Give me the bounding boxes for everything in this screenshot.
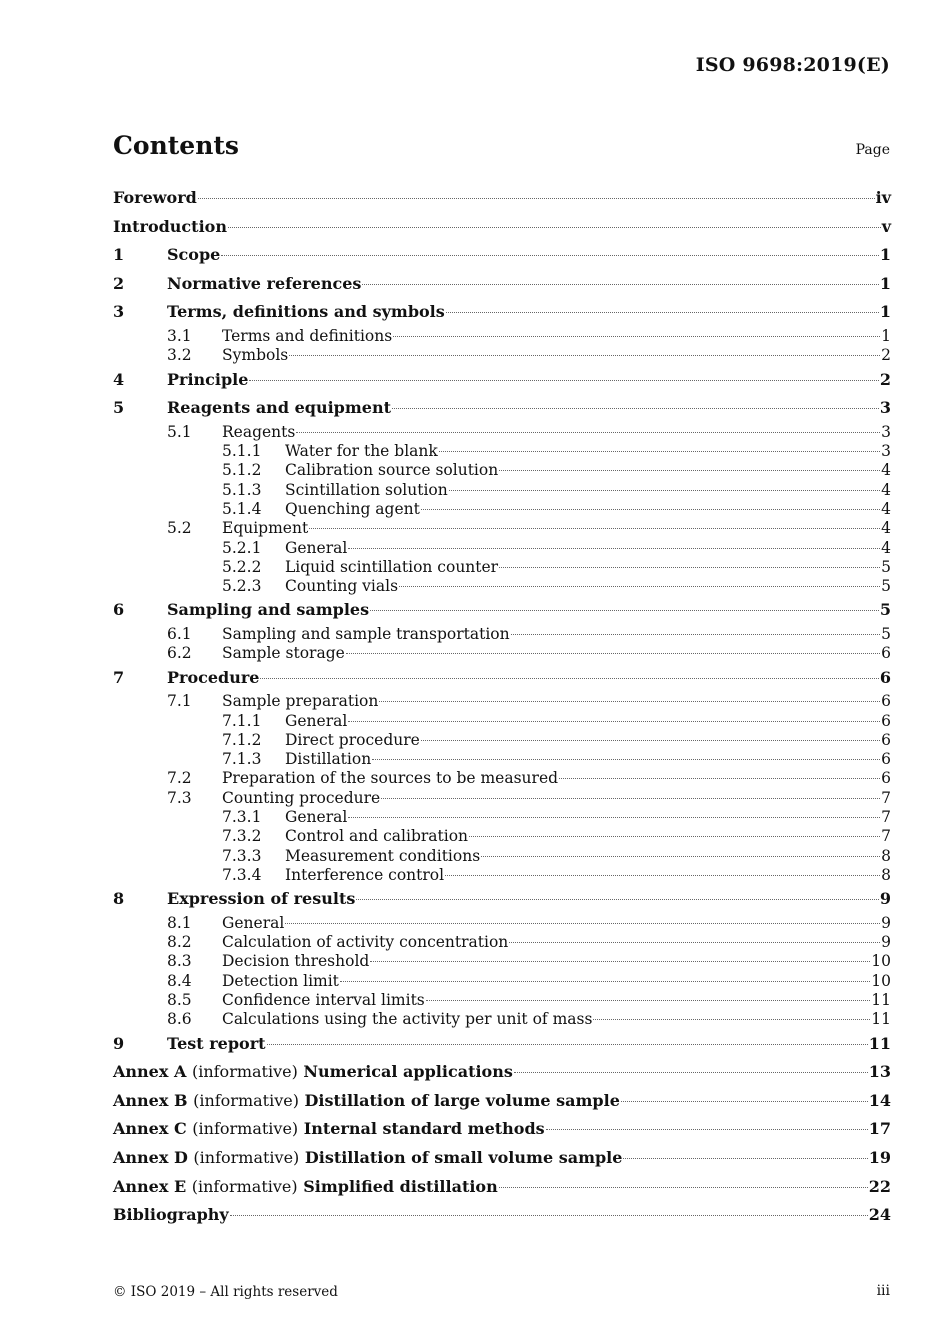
- toc-page-number: 24: [868, 1205, 891, 1225]
- annex-id: Annex C: [113, 1119, 187, 1139]
- dot-leader: [356, 898, 879, 900]
- dot-leader: [267, 1043, 868, 1045]
- dot-leader: [421, 508, 880, 510]
- toc-entry[interactable]: [113, 1058, 891, 1087]
- toc-annex-title: [113, 1115, 545, 1144]
- toc-entry[interactable]: [113, 577, 891, 596]
- toc-page-number: 8: [881, 865, 891, 884]
- toc-number: 5.1.3: [222, 480, 262, 499]
- toc-page-number: iv: [875, 188, 891, 207]
- dot-leader: [393, 335, 880, 337]
- toc-page-number: 7: [881, 788, 891, 807]
- toc-page-number: 9: [879, 889, 891, 909]
- dot-leader: [446, 311, 879, 313]
- dot-leader: [221, 254, 879, 256]
- toc-page-number: 9: [881, 933, 891, 952]
- toc-entry[interactable]: [113, 750, 891, 769]
- dot-leader: [439, 450, 880, 452]
- toc-entry[interactable]: [113, 914, 891, 933]
- toc-entry[interactable]: [113, 241, 891, 270]
- toc-number: 5.1.1: [222, 442, 262, 461]
- toc-number: 3.1: [167, 326, 192, 345]
- toc-number: 8.5: [167, 990, 192, 1009]
- toc-title: Calibration source solution: [285, 461, 499, 480]
- toc-entry[interactable]: [113, 827, 891, 846]
- toc-entry[interactable]: [113, 1173, 891, 1202]
- dot-leader: [559, 777, 880, 779]
- toc-page-number: 5: [881, 577, 891, 596]
- toc-page-number: 4: [881, 519, 891, 538]
- toc-title: Terms and definitions: [222, 326, 393, 345]
- toc-page-number: 5: [879, 600, 891, 620]
- dot-leader: [449, 489, 880, 491]
- dot-leader: [509, 941, 880, 943]
- toc-title: Scintillation solution: [285, 480, 448, 499]
- toc-number: 7.3.2: [222, 827, 262, 846]
- toc-page-number: 13: [868, 1062, 891, 1082]
- toc-title: Decision threshold: [222, 952, 370, 971]
- toc-number: 7.3.3: [222, 846, 262, 865]
- toc-entry[interactable]: [113, 423, 891, 442]
- toc-number: 7.1.3: [222, 750, 262, 769]
- toc-page-number: 8: [881, 846, 891, 865]
- annex-informative: (informative): [193, 1147, 300, 1167]
- toc-page-number: 6: [881, 692, 891, 711]
- toc-entry[interactable]: [113, 213, 891, 242]
- toc-entry[interactable]: [113, 885, 891, 914]
- annex-title: Numerical applications: [303, 1062, 513, 1082]
- dot-leader: [309, 527, 880, 529]
- toc-number: 8.2: [167, 933, 192, 952]
- toc-page-number: 11: [871, 990, 891, 1009]
- toc-page-number: 4: [881, 538, 891, 557]
- toc-number: 3: [113, 302, 125, 322]
- annex-title: Distillation of small volume sample: [304, 1147, 623, 1167]
- toc-title: Symbols: [222, 346, 289, 365]
- dot-leader: [499, 1186, 868, 1188]
- toc-title: Quenching agent: [285, 499, 420, 518]
- toc-entry[interactable]: [113, 500, 891, 519]
- annex-id: Annex A: [113, 1062, 187, 1082]
- toc-entry[interactable]: [113, 712, 891, 731]
- annex-informative: (informative): [191, 1176, 298, 1196]
- toc-page-number: 2: [881, 346, 891, 365]
- dot-leader: [228, 226, 881, 228]
- toc-page-number: 22: [868, 1176, 891, 1196]
- toc-title: Equipment: [222, 519, 309, 538]
- toc-entry[interactable]: [113, 394, 891, 423]
- annex-title: Internal standard methods: [303, 1119, 545, 1139]
- annex-informative: (informative): [191, 1062, 298, 1082]
- dot-leader: [499, 469, 880, 471]
- toc-number: 5.1.4: [222, 499, 262, 518]
- dot-leader: [348, 547, 880, 549]
- dot-leader: [379, 700, 880, 702]
- dot-leader: [421, 739, 880, 741]
- toc-annex-title: [113, 1173, 498, 1202]
- annex-id: Annex D: [113, 1147, 188, 1167]
- dot-leader: [623, 1157, 867, 1159]
- dot-leader: [230, 1214, 868, 1216]
- toc-title: Confidence interval limits: [222, 990, 425, 1009]
- toc-number: 6.2: [167, 644, 192, 663]
- toc-number: 7.1.2: [222, 730, 262, 749]
- toc-number: 5.1: [167, 422, 192, 441]
- toc-entry[interactable]: [113, 346, 891, 365]
- toc-title: General: [285, 711, 348, 730]
- toc-entry[interactable]: [113, 991, 891, 1010]
- toc-entry[interactable]: [113, 270, 891, 299]
- dot-leader: [381, 797, 880, 799]
- toc-page-number: 6: [879, 667, 891, 687]
- dot-leader: [260, 677, 878, 679]
- toc-entry[interactable]: [113, 664, 891, 693]
- toc-page-number: 6: [881, 730, 891, 749]
- dot-leader: [445, 874, 880, 876]
- toc-entry[interactable]: [113, 1115, 891, 1144]
- toc-number: 8: [113, 889, 125, 909]
- toc-title: Procedure: [167, 667, 260, 687]
- annex-id: Annex E: [113, 1176, 187, 1196]
- toc-title: Reagents: [222, 422, 296, 441]
- toc-number: 5.2: [167, 519, 192, 538]
- toc-page-number: 4: [881, 480, 891, 499]
- toc-entry[interactable]: [113, 442, 891, 461]
- dot-leader: [348, 816, 880, 818]
- toc-number: 6: [113, 600, 125, 620]
- toc-entry[interactable]: [113, 1201, 891, 1230]
- dot-leader: [285, 922, 880, 924]
- toc-title: Calculations using the activity per unit of mass: [222, 1010, 593, 1029]
- toc-page-number: 5: [881, 625, 891, 644]
- toc-number: 7.3: [167, 788, 192, 807]
- dot-leader: [593, 1018, 870, 1020]
- toc-annex-title: [113, 1058, 513, 1087]
- dot-leader: [348, 720, 880, 722]
- toc-number: 8.4: [167, 971, 192, 990]
- toc-number: 8.6: [167, 1010, 192, 1029]
- toc-title: General: [285, 538, 348, 557]
- toc-title: Test report: [167, 1033, 266, 1053]
- toc-entry[interactable]: [113, 972, 891, 991]
- toc-page-number: 4: [881, 461, 891, 480]
- toc-number: 5.2.2: [222, 557, 262, 576]
- dot-leader: [481, 855, 880, 857]
- dot-leader: [426, 999, 871, 1001]
- dot-leader: [399, 585, 880, 587]
- toc-entry[interactable]: [113, 539, 891, 558]
- toc-page-number: 7: [881, 827, 891, 846]
- toc-title: Scope: [167, 245, 221, 265]
- toc-title: Measurement conditions: [285, 846, 481, 865]
- dot-leader: [514, 1071, 868, 1073]
- toc-title: Liquid scintillation counter: [285, 557, 499, 576]
- toc-entry[interactable]: [113, 847, 891, 866]
- toc-title: Counting procedure: [222, 788, 381, 807]
- toc-entry[interactable]: [113, 596, 891, 625]
- toc-entry[interactable]: [113, 731, 891, 750]
- toc-entry[interactable]: [113, 625, 891, 644]
- toc-page-number: 19: [868, 1147, 891, 1167]
- toc-title: Sampling and sample transportation: [222, 625, 510, 644]
- toc-entry[interactable]: [113, 644, 891, 663]
- toc-page-number: v: [881, 216, 891, 236]
- toc-title: Reagents and equipment: [167, 398, 391, 418]
- dot-leader: [340, 980, 870, 982]
- toc-number: 5.1.2: [222, 461, 262, 480]
- toc-number: 3.2: [167, 346, 192, 365]
- page-title: Contents: [113, 131, 240, 160]
- toc-entry[interactable]: [113, 1144, 891, 1173]
- toc-title: General: [285, 807, 348, 826]
- toc-page-number: 11: [871, 1010, 891, 1029]
- annex-informative: (informative): [193, 1090, 299, 1110]
- toc-number: 7.2: [167, 769, 192, 788]
- dot-leader: [392, 407, 879, 409]
- toc-title: Expression of results: [167, 889, 356, 909]
- toc-entry[interactable]: [113, 1087, 891, 1116]
- toc-title: Principle: [167, 369, 249, 389]
- toc-entry[interactable]: [113, 866, 891, 885]
- dot-leader: [289, 354, 880, 356]
- toc-number: 5.2.1: [222, 538, 262, 557]
- toc-entry[interactable]: [113, 481, 891, 500]
- dot-leader: [249, 379, 878, 381]
- toc-page-number: 5: [881, 557, 891, 576]
- toc-entry[interactable]: [113, 461, 891, 480]
- toc-entry[interactable]: [113, 808, 891, 827]
- toc-title: Sample preparation: [222, 692, 379, 711]
- toc-entry[interactable]: [113, 692, 891, 711]
- toc-entry[interactable]: [113, 519, 891, 538]
- toc-entry[interactable]: [113, 1010, 891, 1029]
- toc-title: Calculation of activity concentration: [222, 933, 509, 952]
- toc-title: Distillation: [285, 750, 372, 769]
- toc-page-number: 4: [881, 499, 891, 518]
- table-of-contents: [113, 184, 891, 1230]
- toc-title: Normative references: [167, 273, 362, 293]
- toc-entry[interactable]: [113, 789, 891, 808]
- dot-leader: [511, 633, 881, 635]
- dot-leader: [370, 609, 879, 611]
- toc-number: 8.1: [167, 913, 192, 932]
- toc-title: General: [222, 913, 285, 932]
- toc-title: Control and calibration: [285, 827, 469, 846]
- toc-number: 7: [113, 667, 125, 687]
- annex-id: Annex B: [113, 1090, 188, 1110]
- toc-title: Foreword: [113, 188, 197, 207]
- toc-page-number: 1: [881, 326, 891, 345]
- toc-entry[interactable]: [113, 366, 891, 395]
- toc-page-number: 10: [871, 952, 891, 971]
- dot-leader: [346, 652, 880, 654]
- toc-page-number: 3: [879, 398, 891, 418]
- toc-annex-title: [113, 1144, 622, 1173]
- toc-number: 7.3.4: [222, 865, 262, 884]
- dot-leader: [370, 960, 870, 962]
- annex-informative: (informative): [192, 1119, 299, 1139]
- toc-page-number: 3: [881, 442, 891, 461]
- dot-leader: [499, 566, 880, 568]
- toc-entry[interactable]: [113, 558, 891, 577]
- annex-title: Distillation of large volume sample: [304, 1090, 620, 1110]
- dot-leader: [296, 431, 880, 433]
- toc-number: 7.1: [167, 692, 192, 711]
- toc-page-number: 17: [868, 1119, 891, 1139]
- dot-leader: [198, 197, 875, 199]
- toc-entry[interactable]: [113, 1030, 891, 1059]
- toc-entry[interactable]: [113, 184, 891, 213]
- toc-number: 5.2.3: [222, 577, 262, 596]
- toc-page-number: 1: [879, 245, 891, 265]
- toc-page-number: 7: [881, 807, 891, 826]
- toc-page-number: 2: [879, 369, 891, 389]
- dot-leader: [621, 1100, 868, 1102]
- dot-leader: [362, 283, 878, 285]
- toc-page-number: 1: [879, 273, 891, 293]
- toc-title: Introduction: [113, 216, 227, 236]
- toc-page-number: 11: [868, 1033, 891, 1053]
- toc-page-number: 14: [868, 1090, 891, 1110]
- toc-page-number: 10: [871, 971, 891, 990]
- toc-page-number: 6: [881, 750, 891, 769]
- toc-number: 7.3.1: [222, 807, 262, 826]
- toc-number: 9: [113, 1033, 125, 1053]
- toc-page-number: 1: [879, 302, 891, 322]
- toc-entry[interactable]: [113, 298, 891, 327]
- toc-page-number: 6: [881, 644, 891, 663]
- toc-entry[interactable]: [113, 933, 891, 952]
- document-id: ISO 9698:2019(E): [695, 54, 890, 76]
- page-column-label: Page: [855, 142, 890, 158]
- toc-number: 7.1.1: [222, 711, 262, 730]
- toc-title: Sampling and samples: [167, 600, 370, 620]
- annex-title: Simplified distillation: [303, 1176, 498, 1196]
- toc-title: Interference control: [285, 865, 445, 884]
- toc-number: 4: [113, 369, 125, 389]
- toc-page-number: 6: [881, 769, 891, 788]
- toc-number: 1: [113, 245, 125, 265]
- toc-number: 5: [113, 398, 125, 418]
- toc-title: Direct procedure: [285, 730, 420, 749]
- toc-number: 2: [113, 273, 125, 293]
- dot-leader: [546, 1128, 868, 1130]
- toc-title: Water for the blank: [285, 442, 438, 461]
- toc-title: Sample storage: [222, 644, 345, 663]
- toc-title: Detection limit: [222, 971, 339, 990]
- toc-page-number: 9: [881, 913, 891, 932]
- toc-entry[interactable]: [113, 327, 891, 346]
- toc-title: Terms, definitions and symbols: [167, 302, 445, 322]
- toc-number: 6.1: [167, 625, 192, 644]
- copyright-notice: © ISO 2019 – All rights reserved: [113, 1284, 338, 1300]
- toc-page-number: 6: [881, 711, 891, 730]
- toc-title: Preparation of the sources to be measured: [222, 769, 559, 788]
- toc-entry[interactable]: [113, 769, 891, 788]
- toc-title: Counting vials: [285, 577, 399, 596]
- dot-leader: [469, 835, 880, 837]
- dot-leader: [372, 758, 880, 760]
- toc-page-number: 3: [881, 422, 891, 441]
- toc-number: 8.3: [167, 952, 192, 971]
- toc-title: Bibliography: [113, 1205, 229, 1225]
- toc-annex-title: [113, 1087, 620, 1116]
- page-number: iii: [876, 1283, 890, 1299]
- toc-entry[interactable]: [113, 952, 891, 971]
